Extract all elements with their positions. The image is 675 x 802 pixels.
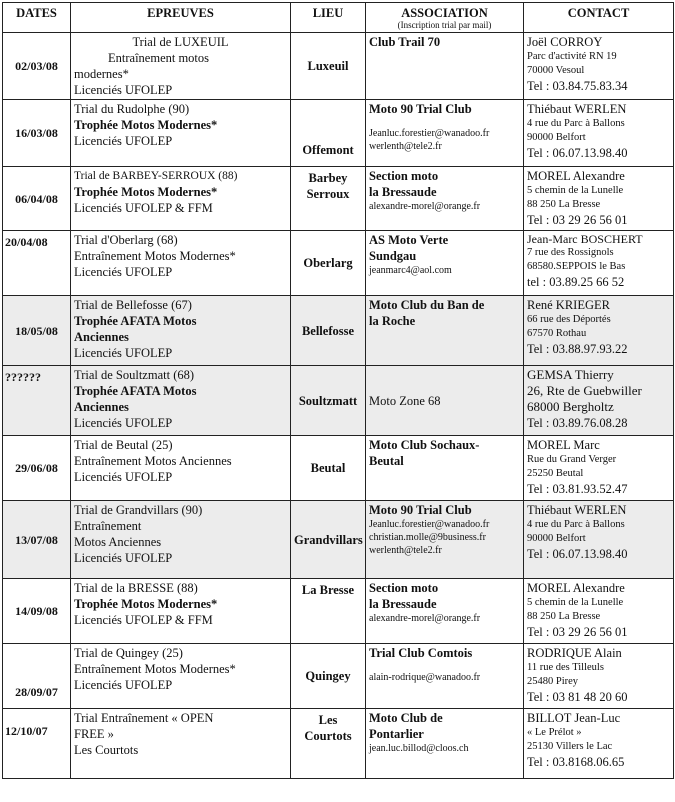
association-name: Moto Club du Ban de: [369, 298, 485, 312]
epreuve-line: Trophée AFATA Motos: [74, 314, 197, 328]
contact-name: Joël CORROY: [527, 35, 603, 49]
association-name: la Bressaude: [369, 185, 437, 199]
association-email[interactable]: jean.luc.billod@cloos.ch: [369, 743, 469, 754]
epreuve-line: Entraînement motos: [108, 51, 210, 65]
epreuve-line: Trophée Motos Modernes*: [74, 118, 218, 132]
contact-address: Rue du Grand Verger: [527, 454, 617, 465]
association-name: Section moto: [369, 169, 439, 183]
table-row: [3, 366, 674, 436]
association-name: Moto 90 Trial Club: [369, 102, 472, 116]
header-epreuves: EPREUVES: [71, 3, 291, 33]
epreuve-line: modernes*: [74, 67, 129, 81]
date-cell: 06/04/08: [3, 167, 71, 231]
epreuve-cell: [71, 100, 291, 167]
contact-cell: [524, 436, 674, 501]
epreuve-line: Trial de Bellefosse (67): [74, 298, 192, 312]
association-name: Moto Club de: [369, 711, 443, 725]
contact-name: Thiébaut WERLEN: [527, 102, 627, 116]
contact-cell: [524, 296, 674, 366]
epreuve-line: Trial de LUXEUIL: [132, 35, 229, 49]
contact-name: Thiébaut WERLEN: [527, 503, 627, 517]
association-cell: [366, 579, 524, 644]
association-email[interactable]: Jeanluc.forestier@wanadoo.fr: [369, 519, 490, 530]
association-name: Trial Club Comtois: [369, 646, 473, 660]
association-cell: [366, 33, 524, 100]
table-row: [3, 167, 674, 231]
epreuve-line: Licenciés UFOLEP & FFM: [74, 201, 213, 215]
header-dates: DATES: [3, 3, 71, 33]
epreuve-line: Trial d'Oberlarg (68): [74, 233, 178, 247]
contact-phone: Tel : 03.84.75.83.34: [527, 79, 628, 93]
epreuve-line: Trial du Rudolphe (90): [74, 102, 190, 116]
association-name: Section moto: [369, 581, 439, 595]
trial-calendar-table: [2, 2, 674, 779]
epreuve-line: Trial de Grandvillars (90): [74, 503, 203, 517]
header-row: [3, 3, 674, 33]
lieu-cell: Beutal: [291, 436, 366, 501]
contact-cell: [524, 167, 674, 231]
epreuve-cell: [71, 436, 291, 501]
association-cell: [366, 100, 524, 167]
epreuve-line: Entraînement Motos Anciennes: [74, 454, 232, 468]
contact-phone: Tel : 03 29 26 56 01: [527, 213, 628, 227]
contact-city: 25130 Villers le Lac: [527, 741, 613, 752]
contact-name: MOREL Alexandre: [527, 169, 625, 183]
contact-address: 5 chemin de la Lunelle: [527, 185, 624, 196]
association-name: Moto Zone 68: [369, 393, 441, 408]
epreuve-line: Licenciés UFOLEP: [74, 470, 173, 484]
association-name: AS Moto Verte: [369, 233, 449, 247]
contact-city: 90000 Belfort: [527, 533, 586, 544]
association-name: Club Trail 70: [369, 35, 441, 49]
contact-phone: Tel : 03 29 26 56 01: [527, 625, 628, 639]
epreuve-line: Anciennes: [74, 400, 129, 414]
epreuve-line: FREE »: [74, 727, 114, 741]
association-email[interactable]: werlenth@tele2.fr: [369, 141, 442, 152]
epreuve-cell: [71, 366, 291, 436]
epreuve-line: Motos Anciennes: [74, 535, 162, 549]
table-row: [3, 100, 674, 167]
lieu-cell: [291, 167, 366, 231]
lieu-line: Courtots: [304, 729, 352, 743]
contact-city: 88 250 La Bresse: [527, 199, 601, 210]
epreuve-line: Licenciés UFOLEP: [74, 134, 173, 148]
contact-address: 11 rue des Tilleuls: [527, 662, 604, 673]
epreuve-line: Trial Entraînement « OPEN: [74, 711, 214, 725]
epreuve-line: Licenciés UFOLEP: [74, 416, 173, 430]
contact-city: 67570 Rothau: [527, 328, 587, 339]
header-lieu: LIEU: [291, 3, 366, 33]
lieu-cell: Offemont: [291, 100, 366, 167]
date-cell: 20/04/08: [3, 231, 71, 296]
contact-phone: Tel : 06.07.13.98.40: [527, 146, 628, 160]
contact-address: 66 rue des Déportés: [527, 314, 611, 325]
contact-city: 68580.SEPPOIS le Bas: [527, 261, 626, 272]
date-cell: 12/10/07: [3, 709, 71, 779]
contact-name: RODRIQUE Alain: [527, 646, 622, 660]
contact-address: 5 chemin de la Lunelle: [527, 597, 624, 608]
epreuve-line: Trial de Soultzmatt (68): [74, 368, 195, 382]
contact-cell: [524, 100, 674, 167]
epreuve-cell: [71, 579, 291, 644]
epreuve-line: Licenciés UFOLEP: [74, 551, 173, 565]
contact-cell: [524, 231, 674, 296]
association-email[interactable]: alexandre-morel@orange.fr: [369, 613, 481, 624]
epreuve-line: Trial de Beutal (25): [74, 438, 173, 452]
association-cell: [366, 167, 524, 231]
epreuve-line: Trial de Quingey (25): [74, 646, 183, 660]
epreuve-line: Licenciés UFOLEP: [74, 346, 173, 360]
contact-name: BILLOT Jean-Luc: [527, 711, 621, 725]
epreuve-line: Trophée AFATA Motos: [74, 384, 197, 398]
contact-cell: [524, 501, 674, 579]
epreuve-line: Anciennes: [74, 330, 129, 344]
association-email[interactable]: Jeanluc.forestier@wanadoo.fr: [369, 128, 490, 139]
association-name: la Roche: [369, 314, 416, 328]
header-association-label: ASSOCIATION: [401, 6, 488, 20]
contact-city: 25250 Beutal: [527, 468, 584, 479]
lieu-cell: Oberlarg: [291, 231, 366, 296]
association-name: Moto Club Sochaux-: [369, 438, 480, 452]
contact-name: GEMSA Thierry: [527, 367, 614, 382]
association-cell: [366, 436, 524, 501]
association-name: Moto 90 Trial Club: [369, 503, 472, 517]
epreuve-line: Entraînement: [74, 519, 142, 533]
association-name: Beutal: [369, 454, 404, 468]
lieu-cell: Luxeuil: [291, 33, 366, 100]
table-row: [3, 579, 674, 644]
contact-cell: [524, 709, 674, 779]
lieu-cell: Bellefosse: [291, 296, 366, 366]
association-cell: [366, 644, 524, 709]
lieu-line: Serroux: [306, 187, 350, 201]
contact-phone: Tel : 03.8168.06.65: [527, 755, 625, 769]
contact-address: 4 rue du Parc à Ballons: [527, 519, 625, 530]
epreuve-cell: [71, 709, 291, 779]
contact-address: « Le Prélot »: [527, 727, 582, 738]
contact-cell: [524, 644, 674, 709]
epreuve-line: Les Courtots: [74, 743, 139, 757]
contact-name: Jean-Marc BOSCHERT: [527, 232, 643, 246]
association-cell: [366, 366, 524, 436]
contact-city: 90000 Belfort: [527, 132, 586, 143]
date-cell: 29/06/08: [3, 436, 71, 501]
date-cell: 02/03/08: [3, 33, 71, 100]
contact-phone: Tel : 03.88.97.93.22: [527, 342, 628, 356]
contact-city: 25480 Pirey: [527, 676, 579, 687]
table-row: [3, 231, 674, 296]
contact-address: 4 rue du Parc à Ballons: [527, 118, 625, 129]
epreuve-cell: [71, 231, 291, 296]
contact-cell: [524, 366, 674, 436]
epreuve-line: Trophée Motos Modernes*: [74, 185, 218, 199]
epreuve-line: Trial de la BRESSE (88): [74, 581, 198, 595]
header-association-sub: (Inscription trial par mail): [397, 20, 492, 30]
contact-address: 7 rue des Rossignols: [527, 247, 614, 258]
date-cell: 14/09/08: [3, 579, 71, 644]
lieu-cell: [291, 709, 366, 779]
table-row: [3, 501, 674, 579]
epreuve-line: Licenciés UFOLEP: [74, 265, 173, 279]
association-email[interactable]: werlenth@tele2.fr: [369, 545, 442, 556]
contact-city: 70000 Vesoul: [527, 65, 585, 76]
date-cell: 16/03/08: [3, 100, 71, 167]
association-email[interactable]: alain-rodrique@wanadoo.fr: [369, 672, 481, 683]
association-email[interactable]: christian.molle@9business.fr: [369, 532, 486, 543]
association-cell: [366, 709, 524, 779]
epreuve-line: Entraînement Motos Modernes*: [74, 249, 236, 263]
table-row: [3, 644, 674, 709]
contact-name: MOREL Marc: [527, 438, 600, 452]
epreuve-line: Entraînement Motos Modernes*: [74, 662, 236, 676]
contact-cell: [524, 33, 674, 100]
table-row: [3, 33, 674, 100]
association-cell: [366, 296, 524, 366]
epreuve-cell: [71, 33, 291, 100]
association-email[interactable]: alexandre-morel@orange.fr: [369, 201, 481, 212]
epreuve-line: Trophée Motos Modernes*: [74, 597, 218, 611]
lieu-line: Les: [318, 713, 338, 727]
lieu-cell: Soultzmatt: [291, 366, 366, 436]
lieu-cell: Quingey: [291, 644, 366, 709]
epreuve-line: Licenciés UFOLEP: [74, 678, 173, 692]
header-contact: CONTACT: [524, 3, 674, 33]
contact-phone: Tel : 03.81.93.52.47: [527, 482, 628, 496]
date-cell: 18/05/08: [3, 296, 71, 366]
lieu-cell: Grandvillars: [291, 501, 366, 579]
epreuve-cell: [71, 644, 291, 709]
association-name: la Bressaude: [369, 597, 437, 611]
table-row: [3, 296, 674, 366]
contact-address: Parc d'activité RN 19: [527, 51, 617, 62]
contact-city: 68000 Bergholtz: [527, 399, 614, 414]
association-cell: [366, 231, 524, 296]
lieu-line: Barbey: [308, 171, 348, 185]
association-cell: [366, 501, 524, 579]
contact-phone: Tel : 03.89.76.08.28: [527, 416, 628, 430]
epreuve-line: Licenciés UFOLEP & FFM: [74, 613, 213, 627]
contact-phone: Tel : 06.07.13.98.40: [527, 547, 628, 561]
contact-address: 26, Rte de Guebwiller: [527, 383, 642, 398]
table-row: [3, 709, 674, 779]
epreuve-line: Trial de BARBEY-SERROUX (88): [74, 170, 238, 182]
contact-phone: Tel : 03 81 48 20 60: [527, 690, 628, 704]
lieu-cell: La Bresse: [291, 579, 366, 644]
date-cell: 28/09/07: [3, 644, 71, 709]
association-name: Pontarlier: [369, 727, 424, 741]
date-cell: ??????: [3, 366, 71, 436]
table-row: [3, 436, 674, 501]
contact-phone: tel : 03.89.25 66 52: [527, 275, 625, 289]
contact-name: MOREL Alexandre: [527, 581, 625, 595]
epreuve-cell: [71, 501, 291, 579]
epreuve-cell: [71, 296, 291, 366]
contact-name: René KRIEGER: [527, 298, 610, 312]
contact-city: 88 250 La Bresse: [527, 611, 601, 622]
association-name: Sundgau: [369, 249, 417, 263]
epreuve-cell: [71, 167, 291, 231]
association-email[interactable]: jeanmarc4@aol.com: [369, 265, 452, 276]
date-cell: 13/07/08: [3, 501, 71, 579]
epreuve-line: Licenciés UFOLEP: [74, 83, 173, 97]
header-association: [366, 3, 524, 33]
contact-cell: [524, 579, 674, 644]
